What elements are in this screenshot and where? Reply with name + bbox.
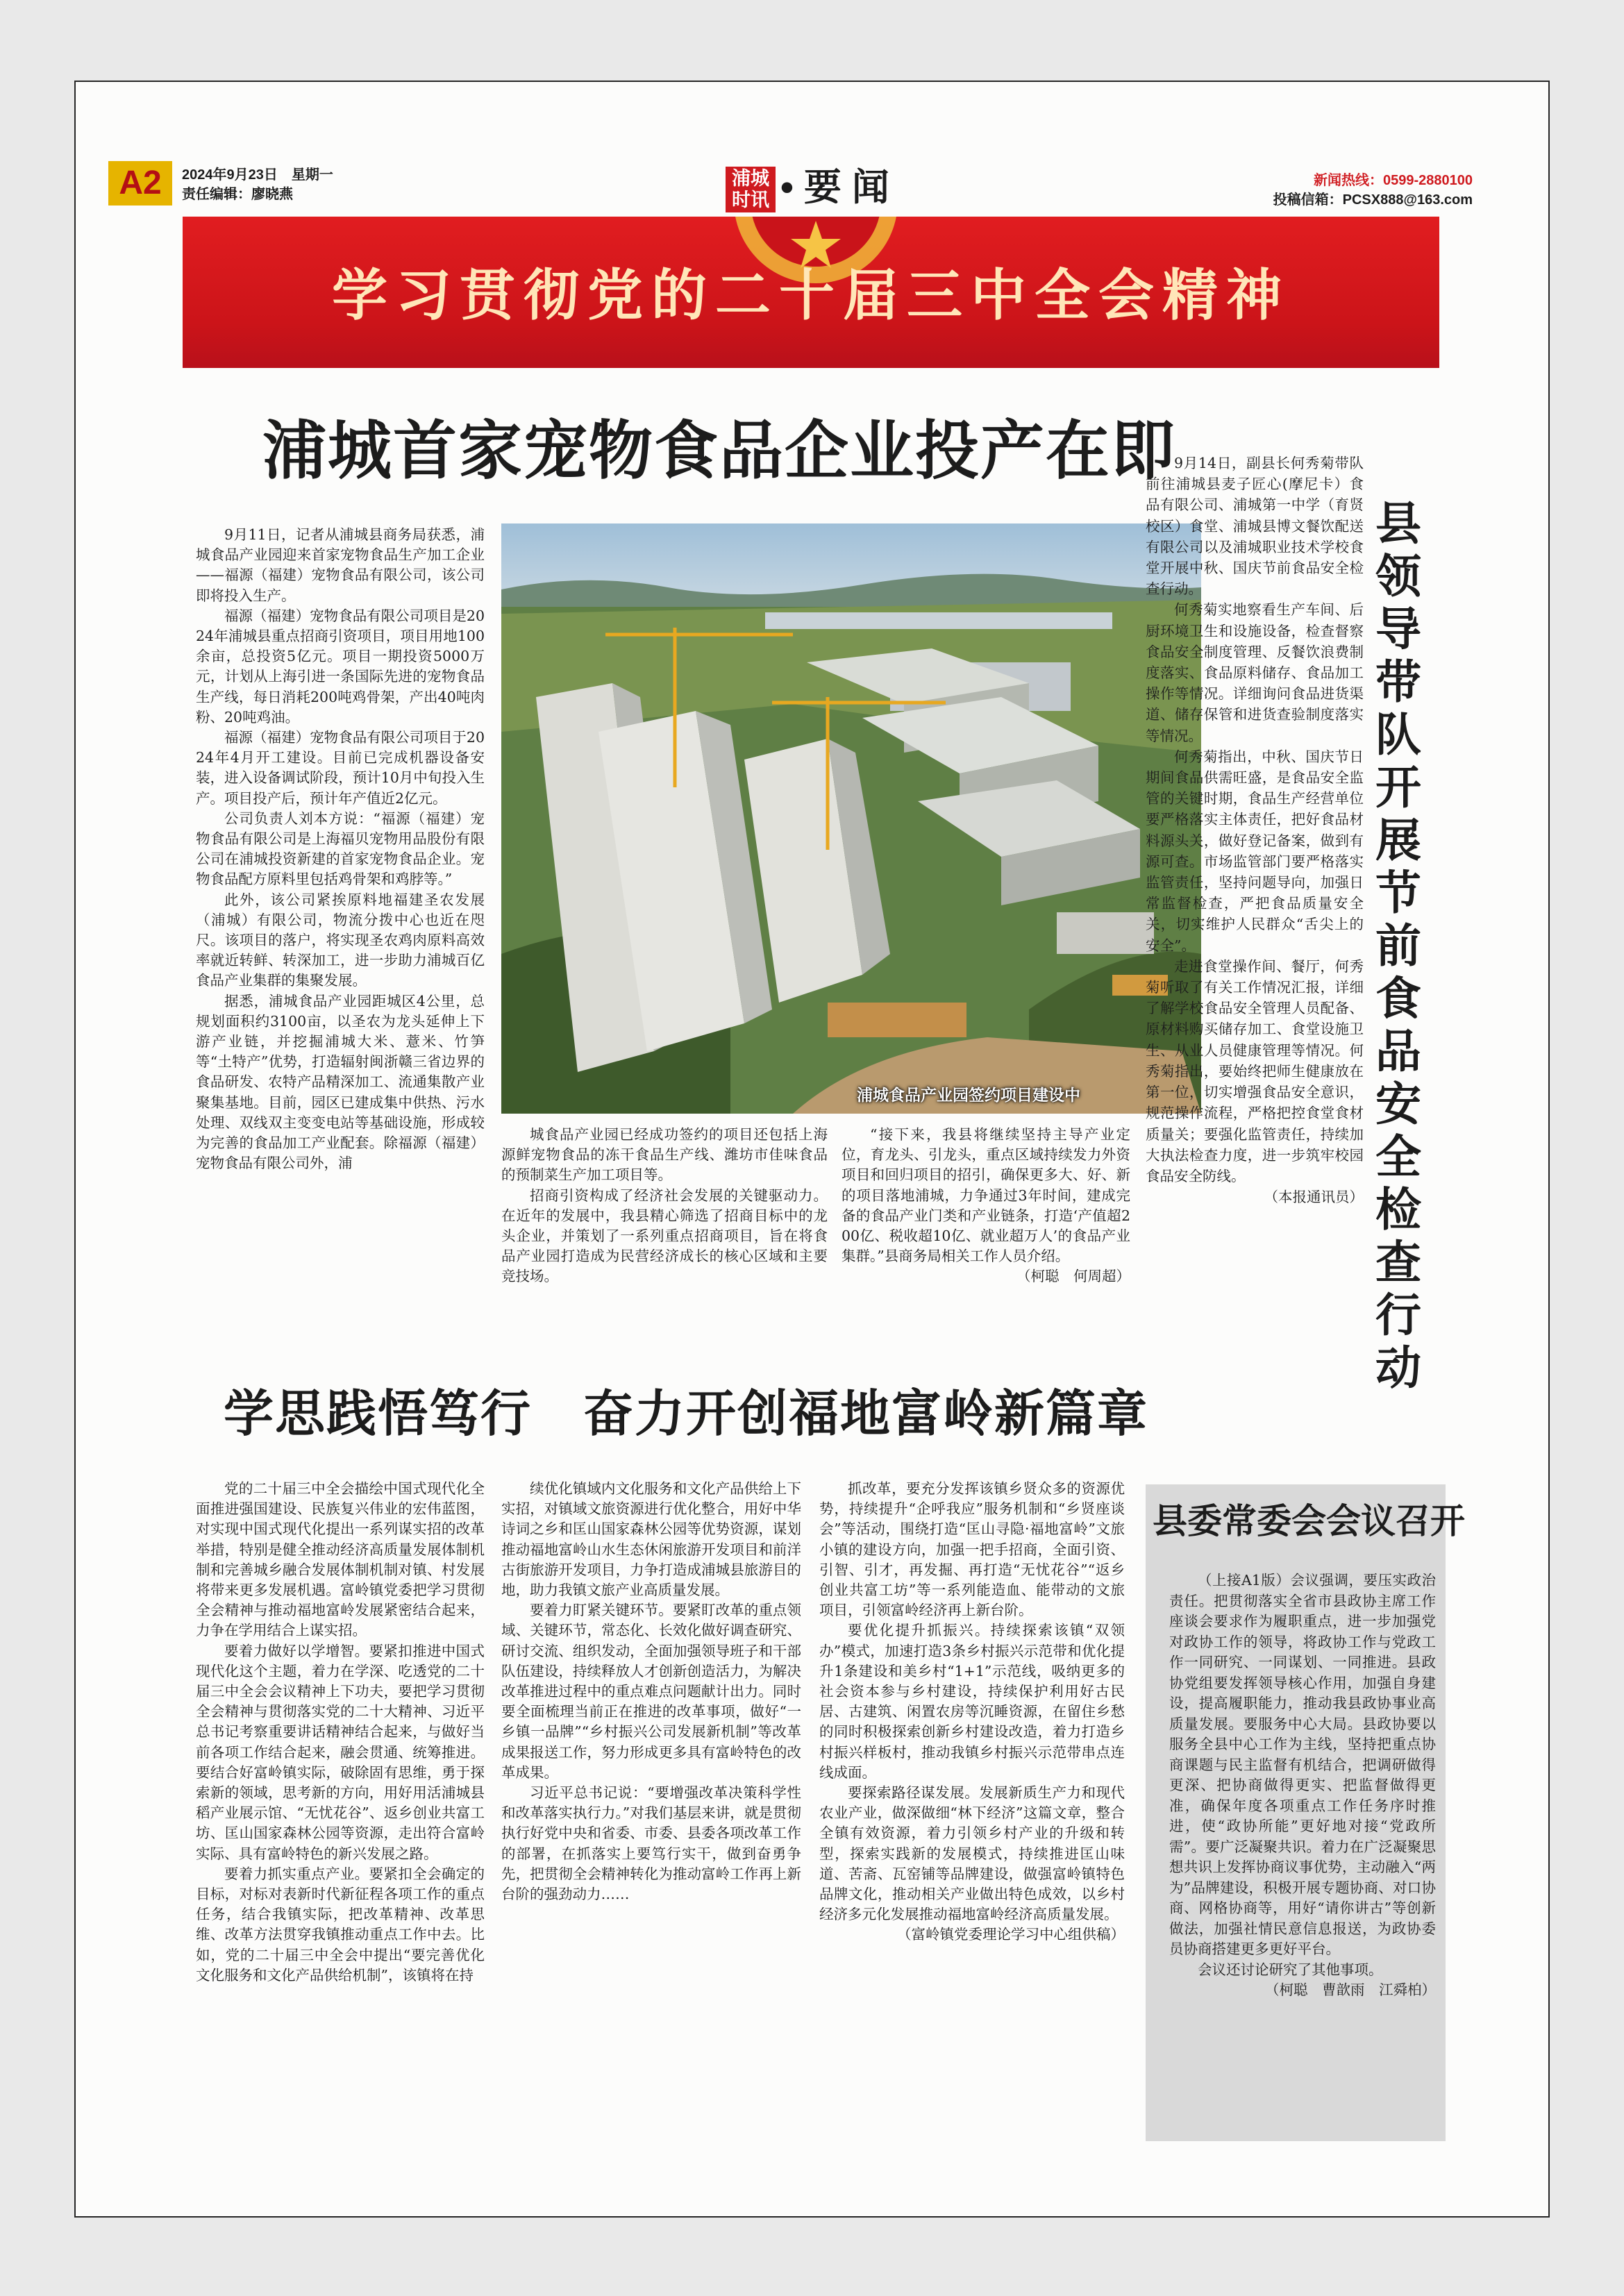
inspection-body	[1146, 453, 1364, 1355]
construction-photo	[501, 523, 1201, 1114]
paragraph: 走进食堂操作间、餐厅，何秀菊听取了有关工作情况汇报，详细了解学校食品安全管理人员配备、原材料购买储存加工、食堂设施卫生、从业人员健康管理等情况。何秀菊指出，要始终把师生健康放在第一位，切实增强食品安全意识，规范操作流程，严格把控食堂食材质量关；要强化监管责任，持续加大执法检查力度，进一步筑牢校园食品安全防线。	[1146, 957, 1364, 1184]
paragraph: 公司负责人刘本方说：“福源（福建）宠物食品有限公司是上海福贝宠物用品股份有限公司在浦城投资新建的首家宠物食品企业。宠物食品配方原料里包括鸡骨架和鸡脖等。”	[196, 810, 485, 888]
fuling-column-3	[819, 1479, 1125, 2145]
hotline-line	[1273, 171, 1473, 190]
paragraph: 续优化镇域内文化服务和文化产品供给上下实招，对镇域文旅资源进行优化整合，用好中华诗词之乡和匡山国家森林公园等优势资源，谋划推动福地富岭山水生态休闲旅游开发项目和前洋古街旅游开发项目，力争打造成浦城县旅游目的地，助力我镇文旅产业高质量发展。	[501, 1480, 801, 1599]
paragraph: 何秀菊指出，中秋、国庆节日期间食品供需旺盛，是食品安全监管的关键时期，食品生产经营单位要严格落实主体责任，把好食品材料源头关，做好登记备案，做到有源可查。市场监管部门要严格落实监管责任，坚持问题导向，加强日常监督检查，严把食品质量安全关，切实维护人民群众“舌尖上的安全”。	[1146, 748, 1364, 954]
section-title: • 要 闻	[780, 167, 889, 208]
paragraph: 何秀菊实地察看生产车间、后厨环境卫生和设施设备，检查督察食品安全制度管理、反餐饮浪费制度落实、食品原料储存、食品加工操作等情况。详细询问食品进货渠道、储存保管和进货查验制度落实等情况。	[1146, 601, 1364, 744]
pet-food-byline: （柯聪 何周超）	[1016, 1268, 1130, 1285]
email-label: 投稿信箱：	[1273, 192, 1343, 208]
editor-credit: 责任编辑：廖晓燕	[182, 187, 293, 202]
inspection-headline: 县领导带队开展节前食品安全检查行动	[1375, 496, 1421, 1395]
pet-food-column-2	[501, 1125, 828, 1354]
paragraph: 9月14日，副县长何秀菊带队前往浦城县麦子匠心(摩尼卡）食品有限公司、浦城第一中学（育贤校区）食堂、浦城县博文餐饮配送有限公司以及浦城职业技术学校食堂开展中秋、国庆节前食品安全检查行动。	[1146, 455, 1364, 598]
paragraph: 招商引资构成了经济社会发展的关键驱动力。在近年的发展中，我县精心筛选了招商目标中的龙头企业，并策划了一系列重点招商项目，旨在将食品产业园打造成为民营经济成长的核心区域和主要竞技场。	[501, 1187, 828, 1285]
page-number: A2	[108, 161, 172, 206]
paragraph: 要着力抓实重点产业。要紧扣全会确定的目标，对标对表新时代新征程各项工作的重点任务，结合我镇实际，把改革精神、改革思维、改革方法贯穿我镇推动重点工作中去。比如，党的二十届三中全会中提出“要完善优化文化服务和文化产品供给机制”，该镇将在持	[196, 1865, 485, 1984]
paragraph: 9月11日，记者从浦城县商务局获悉，浦城食品产业园迎来首家宠物食品生产加工企业——福源（福建）宠物食品有限公司，该公司即将投入生产。	[196, 526, 485, 604]
paragraph: 此外，该公司紧挨原料地福建圣农发展（浦城）有限公司，物流分拨中心也近在咫尺。该项目的落户，将实现圣农鸡肉原料高效率就近转鲜、转深加工，进一步助力浦城百亿食品产业集群的集聚发展。	[196, 891, 485, 989]
meeting-byline: （柯聪 曹歆雨 江舜柏）	[1265, 1981, 1436, 1998]
banner-title: 学习贯彻党的二十届三中全会精神	[332, 265, 1290, 326]
pet-food-column-1	[196, 525, 485, 1346]
paragraph: 福源（福建）宠物食品有限公司项目是2024年浦城县重点招商引资项目，项目用地100余亩，总投资5亿元。项目一期投资5000万元，计划从上海引进一条国际先进的宠物食品生产线，每日消耗200吨鸡骨架，产出40吨肉粉、20吨鸡油。	[196, 607, 485, 726]
industrial-park-photo	[501, 523, 1201, 1114]
brand-logo	[726, 167, 776, 212]
fuling-byline: （富岭镇党委理论学习中心组供稿）	[897, 1926, 1125, 1943]
fuling-column-1	[196, 1479, 485, 2145]
fuling-column-2	[501, 1479, 801, 2145]
paragraph: 党的二十届三中全会描绘中国式现代化全面推进强国建设、民族复兴伟业的宏伟蓝图，对实现中国式现代化提出一系列谋实招的改革举措，特别是健全推动经济高质量发展体制机制和完善城乡融合发展体制机制对镇、村发展将带来更多发展机遇。富岭镇党委把学习贯彻全会精神与推动福地富岭发展紧密结合起来，力争在学用结合上谋实招。	[196, 1480, 485, 1639]
paragraph: 要着力做好以学增智。要紧扣推进中国式现代化这个主题，着力在学深、吃透党的二十届三中全会会议精神上下功夫，要把学习贯彻全会精神与贯彻落实党的二十大精神、习近平总书记考察重要讲话精神结合起来，与做好当前各项工作结合起来，融会贯通、统筹推进。要结合好富岭镇实际，破除固有思维，勇于探索新的领域，思考新的方向，用好用活浦城县稻产业展示馆、“无忧花谷”、返乡创业共富工坊、匡山国家森林公园等资源，走出符合富岭实际、具有富岭特色的新兴发展之路。	[196, 1642, 485, 1862]
paragraph: 要探索路径谋发展。发展新质生产力和现代农业产业，做深做细“林下经济”这篇文章，整合全镇有效资源，着力引领乡村产业的升级和转型，探索实践新的发展模式，持续推进匡山味道、苦斋、瓦窑铺等品牌建设，做强富岭镇特色品牌文化，推动相关产业做出特色成效，以乡村经济多元化发展推动福地富岭经济高质量发展。	[819, 1784, 1125, 1923]
fuling-headline: 学思践悟笃行 奋力开创福地富岭新篇章	[224, 1384, 1149, 1443]
paragraph: 要优化提升抓振兴。持续探索该镇“双领办”模式，加速打造3条乡村振兴示范带和优化提升1条建设和美乡村“1+1”示范线，吸纳更多的社会资本参与乡村建设，持续保护利用好古民居、古建筑、闲置农房等沉睡资源，在留住乡愁的同时积极探索创新乡村建设改造，着力打造乡村振兴样板村，推动我镇乡村振兴示范带串点连线成面。	[819, 1622, 1125, 1781]
paragraph: 会议还讨论研究了其他事项。	[1198, 1961, 1383, 1978]
pet-food-headline: 浦城首家宠物食品企业投产在即	[262, 416, 1177, 487]
brand-line-2: 时讯	[732, 190, 769, 210]
email-line	[1273, 190, 1473, 210]
paragraph: （上接A1版）会议强调，要压实政治责任。把贯彻落实全省市县政协主席工作座谈会要求作为履职重点，进一步加强党对政协工作的领导，将政协工作与党政工作一同研究、一同谋划、一同推进。县政协党组要发挥领导核心作用，加强自身建设，提高履职能力，推动我县政协事业高质量发展。要服务中心大局。县政协要以服务全县中心工作为主线，坚持把重点协商课题与民主监督有机结合，把调研做得更深、把协商做得更实、把监督做得更准，确保年度各项重点工作任务序时推进，使“政协所能”更好地对接“党政所需”。要广泛凝聚共识。着力在广泛凝聚思想共识上发挥协商议事优势，主动融入“两为”品牌建设，积极开展专题协商、对口协商、网格协商等，用好“请你讲古”等创新做法，加强社情民意信息报送，为政协委员协商搭建更多更好平台。	[1169, 1572, 1436, 1957]
brand-line-1: 浦城	[732, 168, 769, 189]
meeting-body	[1169, 1570, 1436, 2133]
pet-food-column-3	[842, 1125, 1130, 1354]
paragraph: 城食品产业园已经成功签约的项目还包括上海源鲜宠物食品的冻干食品生产线、潍坊市佳味食品的预制菜生产加工项目等。	[501, 1126, 828, 1184]
hotline-label: 新闻热线：	[1313, 173, 1383, 188]
issue-date: 2024年9月23日 星期一	[182, 167, 333, 183]
paragraph: “接下来，我县将继续坚持主导产业定位，育龙头、引龙头，重点区域持续发力外资项目和回归项目的招引，确保更多大、好、新的项目落地浦城，力争通过3年时间，建成完备的食品产业门类和产业链条，打造‘产值超200亿、税收超10亿、就业超万人’的食品产业集群。”县商务局相关工作人员介绍。	[842, 1126, 1130, 1265]
meeting-headline: 县委常委会会议召开	[1153, 1500, 1465, 1541]
photo-caption: 浦城食品产业园签约项目建设中	[857, 1086, 1080, 1104]
hotline-number: 0599-2880100	[1382, 173, 1473, 188]
paragraph: 抓改革，要充分发挥该镇乡贤众多的资源优势，持续提升“企呼我应”服务机制和“乡贤座谈会”等活动，围绕打造“匡山寻隐·福地富岭”文旅小镇的建设方向，加强一把手招商，全面引资、引智、引才，再发掘、再打造“无忧花谷”“返乡创业共富工坊”等一系列能造血、能带动的文旅项目，引领富岭经济再上新台阶。	[819, 1480, 1125, 1619]
paragraph: 要着力盯紧关键环节。要紧盯改革的重点领域、关键环节，常态化、长效化做好调查研究、研讨交流、组织发动，全面加强领导班子和干部队伍建设，持续释放人才创新创造活力，为解决改革推进过程中的重点难点问题献计出力。同时要全面梳理当前正在推进的改革事项，做好“一乡镇一品牌”“乡村振兴公司发展新机制”等改革成果报送工作，努力形成更多具有富岭特色的改革成果。	[501, 1602, 801, 1781]
paragraph: 福源（福建）宠物食品有限公司项目于2024年4月开工建设。目前已完成机器设备安装，进入设备调试阶段，预计10月中旬投入生产。项目投产后，预计年产值近2亿元。	[196, 729, 485, 807]
paragraph: 习近平总书记说：“要增强改革决策科学性和改革落实执行力。”对我们基层来讲，就是贯彻执行好党中央和省委、市委、县委各项改革工作的部署，在抓落实上要笃行实干，做到奋勇争先，把贯彻全会精神转化为推动富岭工作再上新台阶的强劲动力……	[501, 1784, 801, 1903]
contact-info	[1273, 171, 1473, 210]
paragraph: 据悉，浦城食品产业园距城区4公里，总规划面积约3100亩，以圣农为龙头延伸上下游产业链，并挖掘浦城大米、薏米、竹笋等“土特产”优势，打造辐射闽浙赣三省边界的食品研发、农特产品精深加工、流通集散产业聚集基地。目前，园区已建成集中供热、污水处理、双线双主变变电站等基础设施，形成较为完善的食品加工产业配套。除福源（福建）宠物食品有限公司外，浦	[196, 992, 485, 1172]
issue-info	[182, 165, 333, 204]
inspection-byline: （本报通讯员）	[1264, 1189, 1364, 1206]
theme-banner	[183, 217, 1439, 368]
email-address: PCSX888@163.com	[1342, 192, 1473, 208]
